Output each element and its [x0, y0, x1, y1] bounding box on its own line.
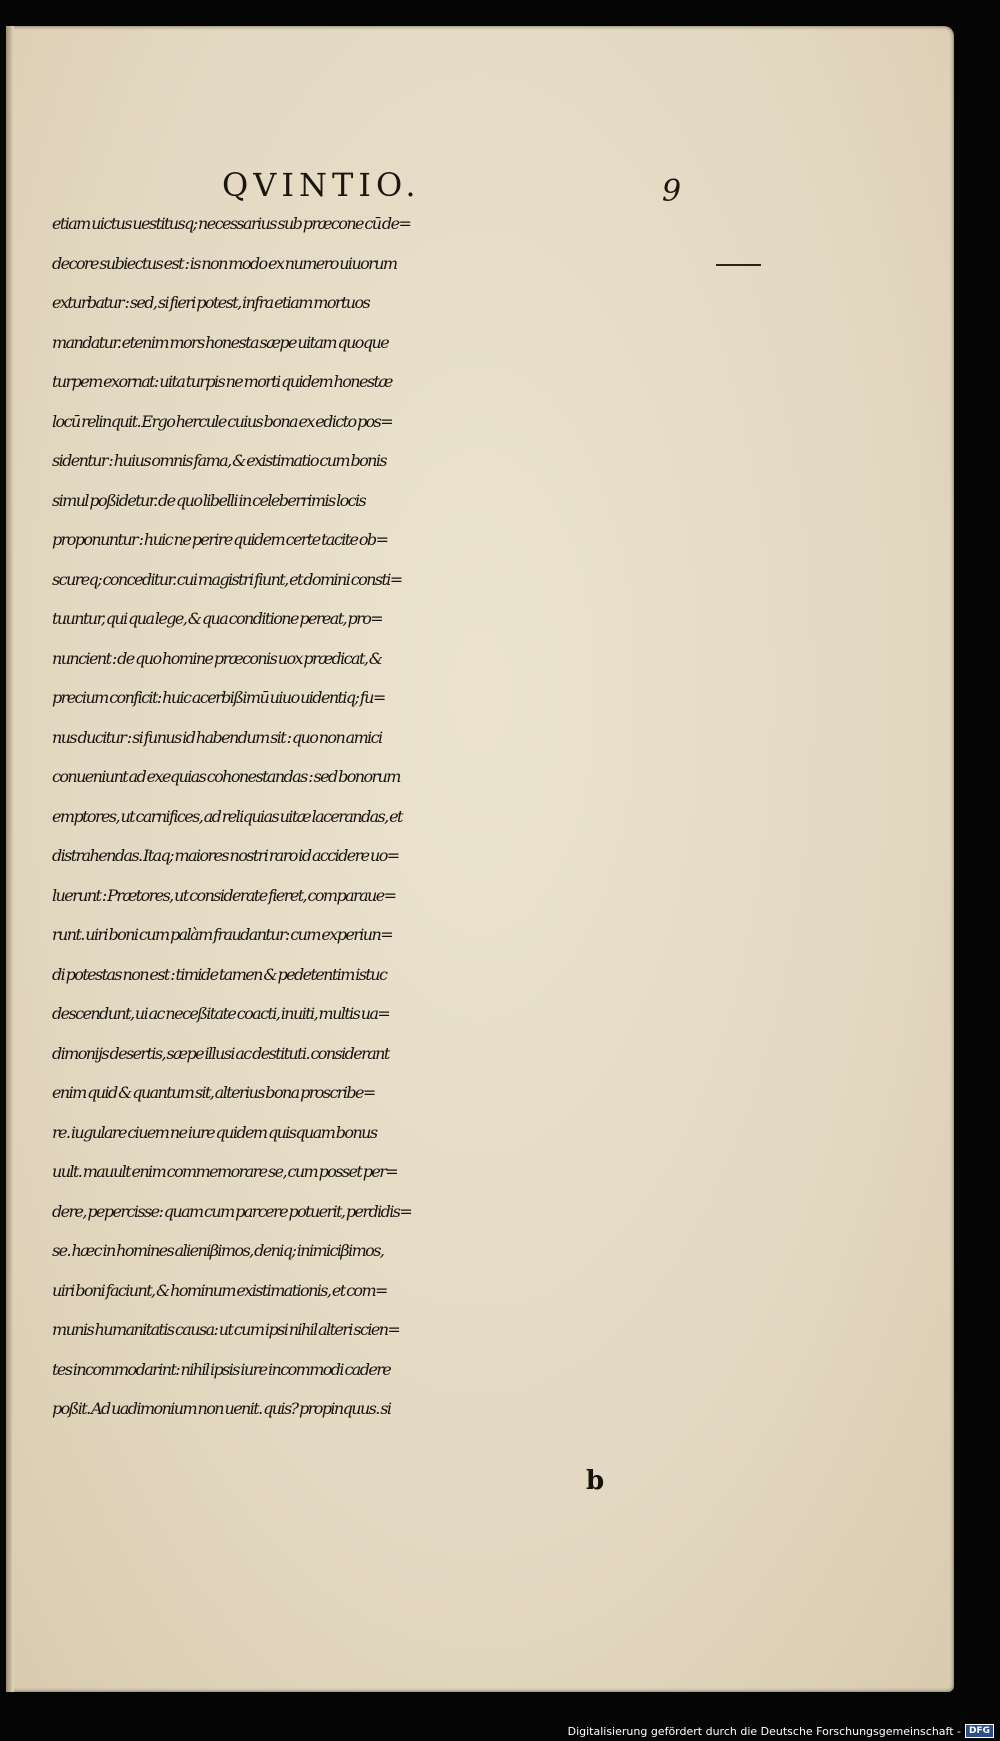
page-gutter [6, 26, 14, 1692]
body-text [52, 204, 712, 1429]
text-line: di potestas non est : timide tamen & pedetentim istuc [52, 964, 387, 984]
text-line: turpem exornat: uita turpis ne morti quidem honestæ [52, 372, 392, 391]
text-line: mandatur. etenim mors honesta sæpe uitam quoque [52, 332, 389, 352]
text-line: tuuntur, qui qua lege, & qua conditione pereat, pro= [52, 609, 383, 628]
text-line: sidentur : huius omnis fama, & existimatio cum bonis [52, 451, 386, 470]
text-line: conueniunt ad exequias cohonestandas : sed bonorum [52, 767, 400, 786]
text-line: simul poßidetur. de quo libelli in celeberrimis locis [52, 490, 366, 510]
text-line: descendunt, ui ac neceßitate coacti, inuiti, multis ua= [52, 1004, 390, 1023]
text-line: distrahendas. Itaq; maiores nostri raro id accidere uo= [52, 846, 399, 865]
text-line: uiri boni faciunt, & hominum existimationis, et com= [52, 1280, 387, 1300]
text-line: proponuntur : huic ne perire quidem certe tacite ob= [52, 530, 388, 549]
text-line: tes incommodarint: nihil ipsis iure incommodi cadere [52, 1359, 391, 1379]
text-line: poßit. Ad uadimonium non uenit. quis? propinquus. si [52, 1399, 391, 1418]
text-line: munis humanitatis causa: ut cum ipsi nihil alteri scien= [52, 1320, 400, 1339]
text-line: nuncient : de quo homine præconis uox prædicat, & [52, 648, 382, 668]
text-line: luerunt : Prætores, ut considerate fieret, comparaue= [52, 885, 396, 905]
text-line: emptores, ut carnifices, ad reliquias uitæ lacerandas, et [52, 806, 402, 826]
text-line: dimonijs desertis, sæpe illusi ac destituti. considerant [52, 1043, 389, 1063]
signature-mark: b [586, 1466, 605, 1496]
page-number: 9 [662, 174, 682, 209]
text-line: runt. uiri boni cum palàm fraudantur: cum experiun= [52, 925, 393, 944]
footer-credit: Digitalisierung gefördert durch die Deutsche Forschungsgemeinschaft - [567, 1724, 961, 1738]
dfg-logo: DFG [965, 1724, 994, 1738]
text-line: re. iugulare ciuem ne iure quidem quisquam bonus [52, 1122, 377, 1142]
text-line: enim quid & quantum sit, alterius bona proscribe= [52, 1083, 375, 1102]
text-line: locū relinquit. Ergo hercule cuius bona ex edicto pos= [52, 411, 393, 431]
text-line: nus ducitur : si funus id habendum sit : quo non amici [52, 727, 382, 747]
book-page [6, 26, 954, 1692]
page-header [50, 144, 700, 209]
text-line: precium conficit: huic acerbißimū uiuo uidentiq; fu= [52, 688, 385, 707]
digitization-footer [568, 1724, 994, 1738]
text-line: exturbatur : sed, si fieri potest, infra etiam mortuos [52, 293, 370, 312]
margin-mark [716, 264, 761, 266]
text-line: decore subiectus est : is non modo ex numero uiuorum [52, 253, 397, 273]
text-line: se. hæc in homines alieniβimos, deniq; inimiciβimos, [52, 1241, 384, 1260]
running-head: QVINTIO. [222, 166, 421, 204]
text-line: etiam uictus uestitusq; necessarius sub præcone cū de= [52, 214, 411, 233]
text-line: dere, pepercisse: quam cum parcere potuerit, perdidis= [52, 1201, 412, 1221]
text-line: scureq; conceditur. cui magistri fiunt, et domini consti= [52, 569, 402, 589]
text-line: uult. mauult enim commemorare se, cum posset per= [52, 1162, 398, 1181]
